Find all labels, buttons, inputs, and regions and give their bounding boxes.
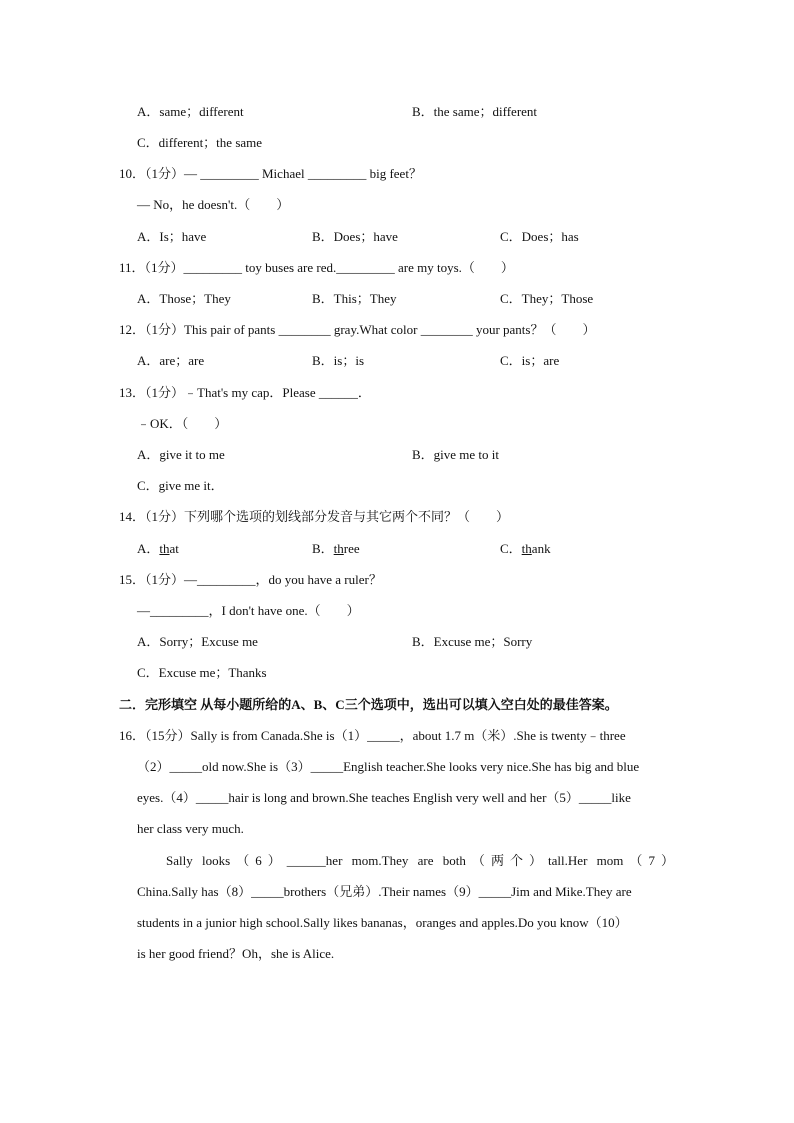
q15-reply: —_________，I don't have one.（ ） [137,603,360,618]
q14-option-b [312,541,360,557]
section-heading: 二．完形填空 从每小题所给的A、B、C三个选项中，选出可以填入空白处的最佳答案。 [119,697,618,712]
passage-line: China.Sally has（8）_____brothers（兄弟）.Their names（9）_____Jim and Mike.They are [137,884,632,899]
option-prefix: B． [312,541,334,556]
q13-reply: ﹣OK．（ ） [137,416,228,431]
q14-option-c [500,541,551,557]
passage-line: is her good friend？Oh，she is Alice. [137,946,335,961]
option-prefix: C． [500,541,522,556]
q13-option-a: A．give it to me [137,447,225,462]
q10-reply: — No，he doesn't.（ ） [137,197,290,212]
q14-option-a [137,541,179,557]
q12-option-b: B．is；is [312,353,365,368]
option-rest: ank [531,541,551,556]
passage-line: students in a junior high school.Sally likes bananas，oranges and apples.Do you know（10） [137,915,628,930]
q15-option-a: A．Sorry；Excuse me [137,634,258,649]
option-rest: ree [343,541,360,556]
underlined-sound: th [159,541,170,556]
q11-option-c: C．They；Those [500,291,594,306]
passage-line: 16．（15分）Sally is from Canada.She is（1）_____，about 1.7 m（米）.She is twenty﹣three [119,728,626,743]
q10-option-a: A．Is；have [137,229,207,244]
q12-option-c: C．is；are [500,353,560,368]
option-prefix: A． [137,541,160,556]
q9-option-a: A．same；different [137,104,244,119]
q11-stem: 11．（1分）_________ toy buses are red._________ are my toys.（ ） [119,260,514,275]
q12-stem: 12．（1分）This pair of pants ________ gray.What color ________ your pants？（ ） [119,322,596,337]
q13-stem: 13．（1分）﹣That's my cap．Please ______． [119,385,371,400]
q15-option-b: B．Excuse me；Sorry [412,634,533,649]
q13-option-b: B．give me to it [412,447,500,462]
q11-option-b: B．This；They [312,291,397,306]
q11-option-a: A．Those；They [137,291,231,306]
q10-option-b: B．Does；have [312,229,398,244]
q10-stem: 10．（1分）— _________ Michael _________ big feet？ [119,166,422,181]
q13-option-c: C．give me it． [137,478,224,493]
q9-option-b: B．the same；different [412,104,538,119]
passage-line: her class very much. [137,821,244,836]
option-rest: at [169,541,179,556]
q15-stem: 15．（1分）—_________，do you have a ruler？ [119,572,382,587]
passage-line: eyes.（4）_____hair is long and brown.She teaches English very well and her（5）_____like [137,790,631,805]
underlined-sound: th [521,541,532,556]
passage-line: Sally looks（6）______her mom.They are both（两个）tall.Her mom（7） [166,853,674,868]
underlined-sound: th [333,541,344,556]
q12-option-a: A．are；are [137,353,205,368]
q15-option-c: C．Excuse me；Thanks [137,665,267,680]
q14-stem: 14．（1分）下列哪个选项的划线部分发音与其它两个不同？（ ） [119,509,510,524]
q9-option-c: C．different；the same [137,135,263,150]
q10-option-c: C．Does；has [500,229,579,244]
passage-line: （2）_____old now.She is（3）_____English teacher.She looks very nice.She has big and blue [137,759,640,774]
